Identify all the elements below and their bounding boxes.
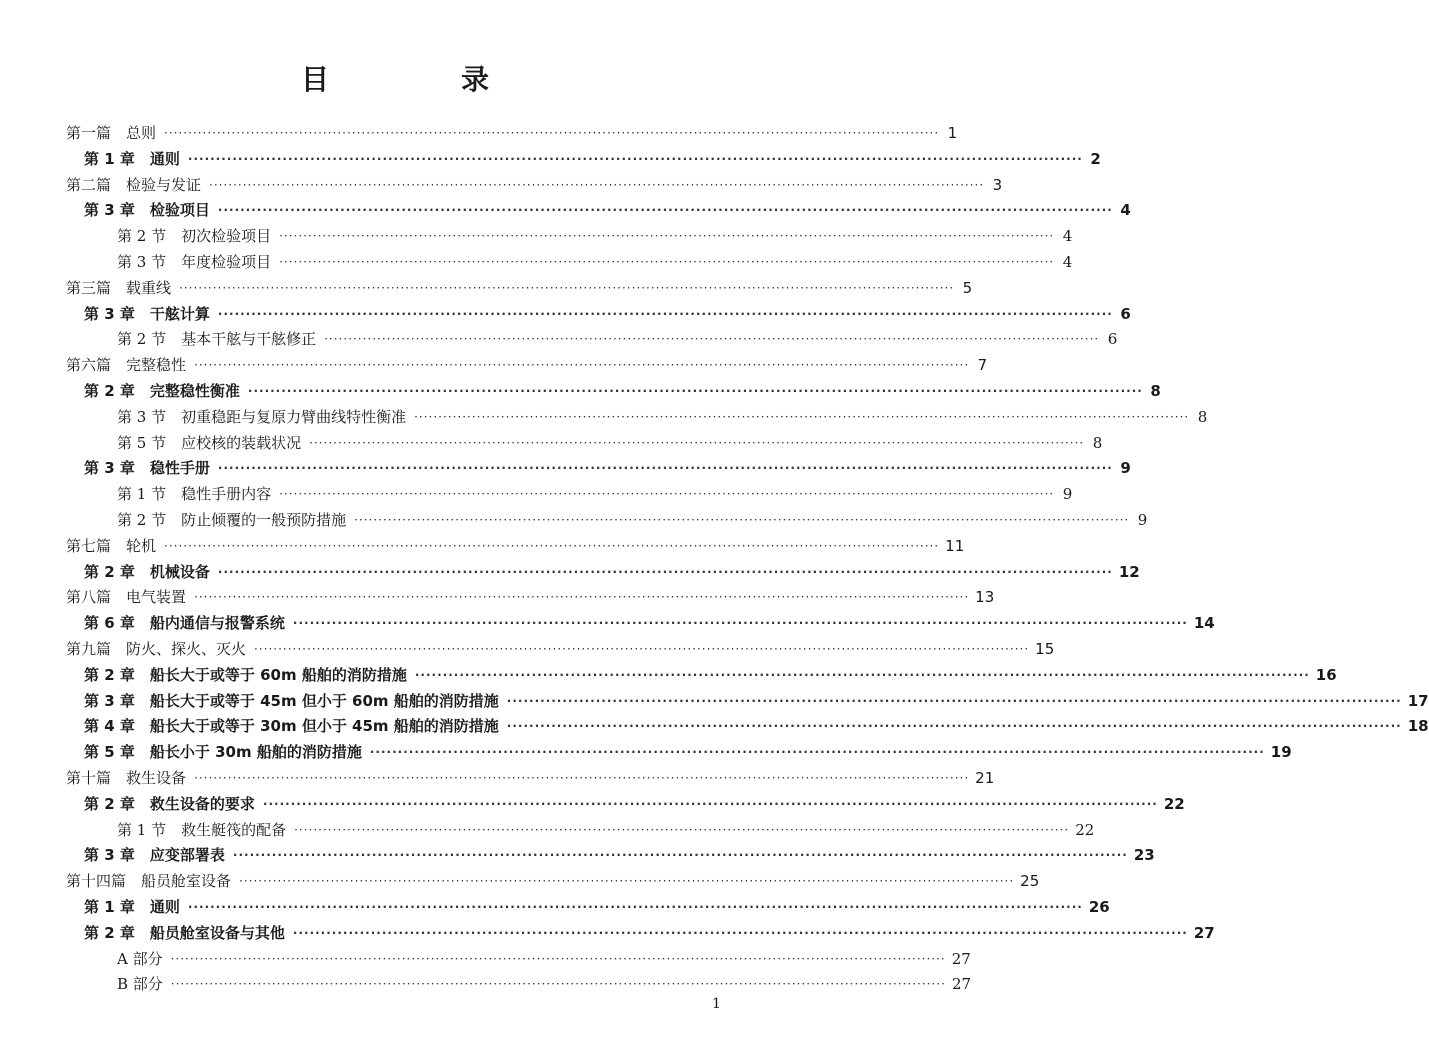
toc-entry-page-number: 22 bbox=[1075, 821, 1095, 839]
toc-entry-label: 第 3 节 初重稳距与复原力臂曲线特性衡准 bbox=[117, 408, 407, 426]
toc-entry-label: 第七篇 轮机 bbox=[66, 537, 157, 555]
toc-dot-leader: ································································································································································· bbox=[170, 952, 946, 966]
toc-entry[interactable] bbox=[117, 221, 1073, 245]
toc-dot-leader: ································································································································································· bbox=[164, 126, 940, 140]
toc-entry-page-number: 25 bbox=[1020, 872, 1040, 890]
toc-entry-page-number: 7 bbox=[977, 356, 988, 374]
toc-entry-label: 第 1 章 通则 bbox=[84, 898, 180, 916]
toc-entry-label: 第 1 节 稳性手册内容 bbox=[117, 485, 272, 503]
toc-entry-label: 第 2 章 船员舱室设备与其他 bbox=[84, 924, 285, 942]
toc-entry-page-number: 27 bbox=[951, 975, 972, 993]
toc-entry[interactable] bbox=[117, 815, 1095, 839]
toc-entry-label: 第 2 章 船长大于或等于 60m 船舶的消防措施 bbox=[84, 666, 407, 684]
toc-entry-page-number: 17 bbox=[1407, 692, 1429, 710]
toc-entry-page-number: 15 bbox=[1035, 640, 1055, 658]
toc-dot-leader: ································································································································································· bbox=[292, 926, 1188, 940]
page-title: 目 录 bbox=[300, 63, 541, 96]
toc-dot-leader: ································································································································································· bbox=[217, 461, 1113, 475]
toc-entry-page-number: 11 bbox=[945, 537, 965, 555]
toc-dot-leader: ································································································································································· bbox=[354, 513, 1130, 527]
toc-entry[interactable] bbox=[84, 840, 1155, 864]
toc-entry[interactable] bbox=[66, 582, 995, 606]
toc-entry[interactable] bbox=[84, 918, 1215, 942]
toc-entry-page-number: 2 bbox=[1090, 150, 1101, 168]
toc-entry-label: A 部分 bbox=[117, 950, 163, 968]
toc-dot-leader: ································································································································································· bbox=[239, 874, 1015, 888]
toc-entry[interactable] bbox=[84, 299, 1131, 323]
toc-entry-page-number: 8 bbox=[1092, 434, 1103, 452]
toc-entry-page-number: 9 bbox=[1120, 459, 1131, 477]
toc-entry[interactable] bbox=[84, 686, 1429, 710]
toc-entry[interactable] bbox=[117, 428, 1103, 452]
toc-entry-label: 第 2 节 基本干舷与干舷修正 bbox=[117, 330, 317, 348]
toc-dot-leader: ································································································································································· bbox=[309, 436, 1085, 450]
toc-dot-leader: ································································································································································· bbox=[279, 487, 1055, 501]
toc-entry[interactable] bbox=[117, 944, 971, 968]
toc-entry-page-number: 8 bbox=[1150, 382, 1161, 400]
toc-entry-label: 第 2 节 初次检验项目 bbox=[117, 227, 272, 245]
toc-entry[interactable] bbox=[117, 969, 972, 993]
toc-entry[interactable] bbox=[66, 763, 995, 787]
toc-entry-page-number: 16 bbox=[1315, 666, 1337, 684]
toc-entry[interactable] bbox=[84, 660, 1337, 684]
toc-entry[interactable] bbox=[66, 118, 958, 142]
toc-dot-leader: ································································································································································· bbox=[170, 977, 946, 991]
toc-entry[interactable] bbox=[84, 608, 1215, 632]
toc-dot-leader: ································································································································································· bbox=[209, 178, 985, 192]
toc-entry-label: 第 3 章 船长大于或等于 45m 但小于 60m 船舶的消防措施 bbox=[84, 692, 499, 710]
toc-dot-leader: ································································································································································· bbox=[179, 281, 955, 295]
toc-entry-page-number: 3 bbox=[992, 176, 1003, 194]
toc-entry-label: 第六篇 完整稳性 bbox=[66, 356, 187, 374]
toc-dot-leader: ································································································································································· bbox=[292, 616, 1188, 630]
toc-entry-label: 第 3 章 稳性手册 bbox=[84, 459, 210, 477]
toc-entry[interactable] bbox=[84, 376, 1161, 400]
toc-entry-page-number: 12 bbox=[1118, 563, 1140, 581]
toc-entry-page-number: 26 bbox=[1088, 898, 1110, 916]
toc-entry-label: 第 2 章 救生设备的要求 bbox=[84, 795, 255, 813]
toc-entry[interactable] bbox=[117, 505, 1148, 529]
toc-entry-label: 第 2 节 防止倾覆的一般预防措施 bbox=[117, 511, 347, 529]
toc-entry[interactable] bbox=[117, 402, 1208, 426]
toc-dot-leader: ································································································································································· bbox=[254, 642, 1030, 656]
toc-entry[interactable] bbox=[84, 557, 1140, 581]
toc-entry-label: 第一篇 总则 bbox=[66, 124, 157, 142]
toc-dot-leader: ································································································································································· bbox=[217, 307, 1113, 321]
toc-entry[interactable] bbox=[66, 350, 988, 374]
toc-dot-leader: ································································································································································· bbox=[217, 203, 1113, 217]
toc-dot-leader: ································································································································································· bbox=[194, 771, 970, 785]
toc-entry[interactable] bbox=[66, 634, 1055, 658]
toc-entry[interactable] bbox=[66, 531, 965, 555]
toc-entry-label: 第 4 章 船长大于或等于 30m 但小于 45m 船舶的消防措施 bbox=[84, 717, 499, 735]
toc-entry-page-number: 6 bbox=[1107, 330, 1118, 348]
toc-dot-leader: ································································································································································· bbox=[279, 229, 1055, 243]
toc-entry-label: 第 3 节 年度检验项目 bbox=[117, 253, 272, 271]
toc-dot-leader: ································································································································································· bbox=[217, 565, 1113, 579]
toc-entry[interactable] bbox=[66, 273, 973, 297]
toc-entry-page-number: 9 bbox=[1062, 485, 1073, 503]
toc-entry-label: 第三篇 载重线 bbox=[66, 279, 172, 297]
toc-dot-leader: ································································································································································· bbox=[279, 255, 1055, 269]
toc-entry-label: 第十四篇 船员舱室设备 bbox=[66, 872, 232, 890]
toc-entry-label: 第九篇 防火、探火、灭火 bbox=[66, 640, 247, 658]
toc-dot-leader: ································································································································································· bbox=[414, 668, 1310, 682]
toc-entry-page-number: 4 bbox=[1062, 227, 1073, 245]
toc-entry-label: 第 3 章 应变部署表 bbox=[84, 846, 225, 864]
toc-dot-leader: ································································································································································· bbox=[262, 797, 1158, 811]
toc-dot-leader: ································································································································································· bbox=[164, 539, 940, 553]
toc-entry-page-number: 18 bbox=[1407, 717, 1429, 735]
toc-entry-label: 第 2 章 机械设备 bbox=[84, 563, 210, 581]
toc-entry-label: 第 6 章 船内通信与报警系统 bbox=[84, 614, 285, 632]
toc-entry-label: 第八篇 电气装置 bbox=[66, 588, 187, 606]
toc-entry[interactable] bbox=[84, 195, 1131, 219]
toc-entry-page-number: 4 bbox=[1062, 253, 1073, 271]
toc-entry[interactable] bbox=[84, 789, 1185, 813]
toc-entry-label: 第 1 节 救生艇筏的配备 bbox=[117, 821, 287, 839]
toc-dot-leader: ································································································································································· bbox=[369, 745, 1265, 759]
toc-dot-leader: ································································································································································· bbox=[232, 848, 1128, 862]
toc-entry-label: 第 5 节 应校核的装载状况 bbox=[117, 434, 302, 452]
toc-entry-page-number: 27 bbox=[1193, 924, 1215, 942]
toc-entry-label: 第二篇 检验与发证 bbox=[66, 176, 202, 194]
toc-entry-page-number: 14 bbox=[1193, 614, 1215, 632]
toc-entry[interactable] bbox=[84, 711, 1429, 735]
toc-dot-leader: ································································································································································· bbox=[414, 410, 1190, 424]
toc-entry[interactable] bbox=[117, 479, 1073, 503]
toc-entry-page-number: 22 bbox=[1163, 795, 1185, 813]
toc-entry-page-number: 13 bbox=[975, 588, 995, 606]
toc-entry-page-number: 4 bbox=[1120, 201, 1131, 219]
toc-entry[interactable] bbox=[66, 866, 1040, 890]
toc-entry-label: 第 1 章 通则 bbox=[84, 150, 180, 168]
toc-entry-label: 第 3 章 检验项目 bbox=[84, 201, 210, 219]
toc-dot-leader: ································································································································································· bbox=[187, 900, 1083, 914]
toc-entry-page-number: 21 bbox=[975, 769, 995, 787]
toc-entry-label: 第 5 章 船长小于 30m 船舶的消防措施 bbox=[84, 743, 362, 761]
toc-entry-label: 第 3 章 干舷计算 bbox=[84, 305, 210, 323]
toc-entry-page-number: 1 bbox=[947, 124, 958, 142]
toc-entry[interactable] bbox=[84, 144, 1101, 168]
toc-entry-page-number: 6 bbox=[1120, 305, 1131, 323]
toc-entry[interactable] bbox=[117, 247, 1073, 271]
toc-dot-leader: ································································································································································· bbox=[247, 384, 1143, 398]
toc-entry-page-number: 8 bbox=[1197, 408, 1208, 426]
toc-entry[interactable] bbox=[84, 453, 1131, 477]
toc-dot-leader: ································································································································································· bbox=[506, 694, 1402, 708]
toc-entry[interactable] bbox=[117, 324, 1118, 348]
toc-dot-leader: ································································································································································· bbox=[194, 358, 970, 372]
toc-dot-leader: ································································································································································· bbox=[187, 152, 1083, 166]
toc-entry-page-number: 5 bbox=[962, 279, 973, 297]
toc-entry[interactable] bbox=[66, 170, 1003, 194]
toc-entry-page-number: 19 bbox=[1270, 743, 1292, 761]
toc-entry-page-number: 9 bbox=[1137, 511, 1148, 529]
toc-entry[interactable] bbox=[84, 892, 1110, 916]
toc-dot-leader: ································································································································································· bbox=[194, 590, 970, 604]
toc-entry-page-number: 27 bbox=[951, 950, 971, 968]
toc-dot-leader: ································································································································································· bbox=[294, 823, 1070, 837]
toc-dot-leader: ································································································································································· bbox=[506, 719, 1402, 733]
toc-dot-leader: ································································································································································· bbox=[324, 332, 1100, 346]
footer-page-number: 1 bbox=[712, 996, 721, 1012]
toc-entry-page-number: 23 bbox=[1133, 846, 1155, 864]
toc-entry-label: 第十篇 救生设备 bbox=[66, 769, 187, 787]
toc-entry-label: B 部分 bbox=[117, 975, 163, 993]
toc-entry[interactable] bbox=[84, 737, 1292, 761]
toc-entry-label: 第 2 章 完整稳性衡准 bbox=[84, 382, 240, 400]
